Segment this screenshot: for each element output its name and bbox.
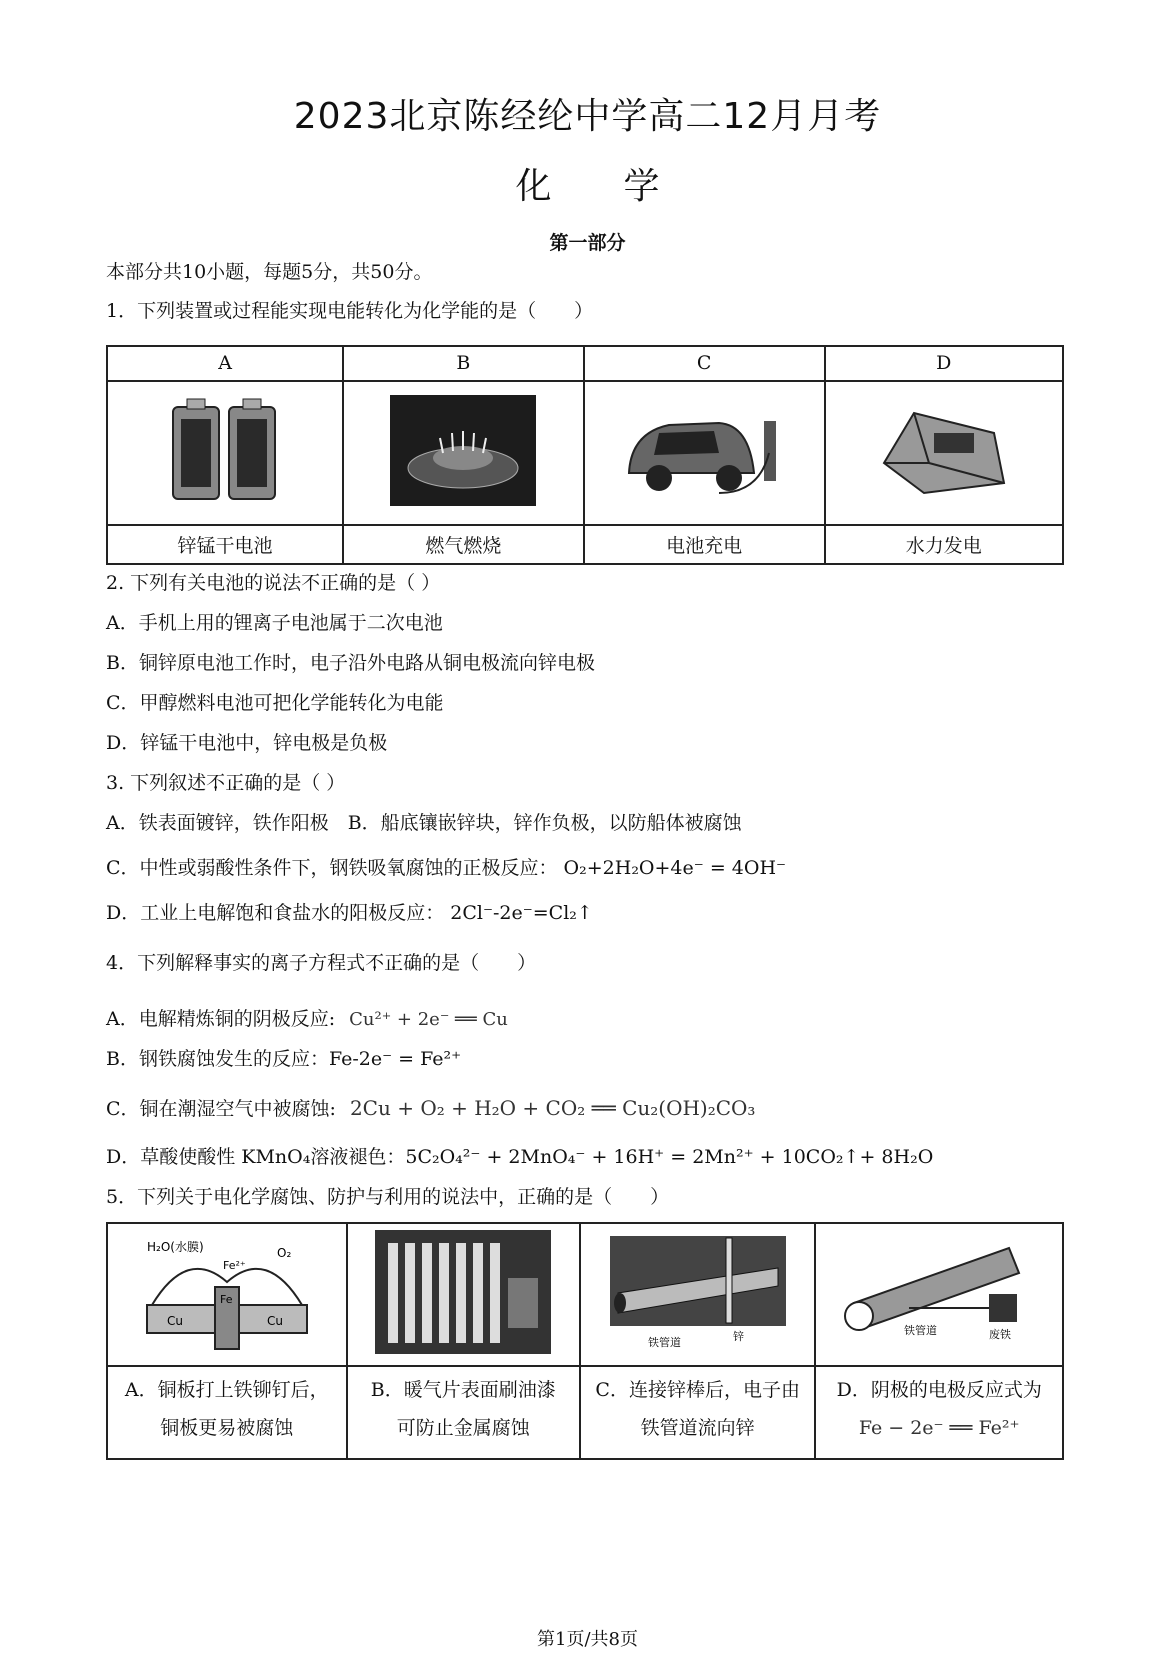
emphasis-char: 正 bbox=[225, 772, 245, 794]
q5-option-c bbox=[580, 1366, 815, 1459]
label-iron-pipe: 铁管道 bbox=[647, 1336, 681, 1349]
q5-option-d bbox=[815, 1366, 1063, 1459]
emphasis-char: 不 bbox=[206, 772, 226, 794]
q1-image-b bbox=[343, 381, 584, 526]
q2-option-b: B．铜锌原电池工作时，电子沿外电路从铜电极流向锌电极 bbox=[106, 652, 595, 674]
label-water-film: H₂O(水膜) bbox=[146, 1240, 204, 1254]
hydropower-dam-illustration bbox=[874, 393, 1014, 508]
q1-image-a bbox=[107, 381, 343, 526]
q2-stem: 2. 下列有关电池的说法不正确的是（ ） bbox=[106, 572, 441, 594]
q5-image-c bbox=[580, 1223, 815, 1366]
subject-title: 化 学 bbox=[515, 166, 660, 207]
q5-image-d bbox=[815, 1223, 1063, 1366]
q5-option-b-line1: B．暖气片表面刷油漆 bbox=[370, 1379, 556, 1401]
q1-header-b: B bbox=[343, 346, 584, 381]
q4-option-a-text: A．电解精炼铜的阴极反应: bbox=[106, 1008, 336, 1030]
emphasis-char: 不 bbox=[365, 952, 385, 974]
q5-option-d-line1: D．阴极的电极反应式为 bbox=[836, 1379, 1042, 1401]
q3-option-d-text: D．工业上电解饱和食盐水的阳极反应： bbox=[106, 902, 445, 924]
emphasis-char: 确 bbox=[244, 772, 264, 794]
q4-stem bbox=[106, 948, 536, 975]
q1-caption-d: 水力发电 bbox=[825, 525, 1063, 564]
gas-burner-illustration bbox=[388, 393, 538, 508]
q5-option-c-line2: 铁管道流向锌 bbox=[640, 1417, 755, 1439]
q3-stem bbox=[106, 768, 345, 795]
q3-option-c-text: C．中性或弱酸性条件下，钢铁吸氧腐蚀的正极反应： bbox=[106, 857, 558, 879]
pipe-scrap-iron-diagram bbox=[839, 1228, 1039, 1356]
q5-table bbox=[106, 1222, 1064, 1460]
q1-header-d: D bbox=[825, 346, 1063, 381]
label-copper-left: Cu bbox=[166, 1314, 183, 1328]
q5-option-b bbox=[347, 1366, 580, 1459]
q1-image-c bbox=[584, 381, 825, 526]
page-title: 2023北京陈经纶中学高二12月月考 bbox=[293, 96, 882, 137]
q1-caption-a: 锌锰干电池 bbox=[107, 525, 343, 564]
q4-stem-tail: 的是（ ） bbox=[422, 952, 537, 974]
q1-header-c: C bbox=[584, 346, 825, 381]
battery-illustration bbox=[165, 393, 285, 508]
q1-caption-b: 燃气燃烧 bbox=[343, 525, 584, 564]
q3-stem-text: 3. 下列叙述 bbox=[106, 772, 207, 794]
q1-stem: 1．下列装置或过程能实现电能转化为化学能的是（ ） bbox=[106, 300, 594, 322]
pipeline-zinc-diagram bbox=[608, 1228, 788, 1356]
q1-header-a: A bbox=[107, 346, 343, 381]
q4-option-a-equation: Cu²⁺ + 2e⁻ ══ Cu bbox=[349, 1009, 508, 1030]
q4-option-c bbox=[106, 1094, 755, 1121]
q3-option-d bbox=[106, 898, 593, 925]
radiator-photo bbox=[373, 1228, 553, 1356]
section-heading: 第一部分 bbox=[549, 232, 626, 254]
q3-option-ab: A．铁表面镀锌，铁作阳极 B．船底镶嵌锌块，锌作负极，以防船体被腐蚀 bbox=[106, 812, 742, 834]
label-fe-ion: Fe²⁺ bbox=[222, 1259, 246, 1272]
q1-caption-c: 电池充电 bbox=[584, 525, 825, 564]
q2-option-c: C．甲醇燃料电池可把化学能转化为电能 bbox=[106, 692, 444, 714]
q4-stem-text: 4．下列解释事实的离子方程式 bbox=[106, 952, 366, 974]
label-oxygen: O₂ bbox=[276, 1246, 292, 1260]
q5-option-a-line2: 铜板更易被腐蚀 bbox=[160, 1417, 294, 1439]
label-zinc: 锌 bbox=[732, 1330, 744, 1343]
q5-stem: 5．下列关于电化学腐蚀、防护与利用的说法中，正确的是（ ） bbox=[106, 1186, 670, 1208]
q2-option-d: D．锌锰干电池中，锌电极是负极 bbox=[106, 732, 388, 754]
q3-option-c bbox=[106, 853, 786, 880]
label-iron-pipe: 铁管道 bbox=[904, 1324, 938, 1337]
q2-option-a: A．手机上用的锂离子电池属于二次电池 bbox=[106, 612, 443, 634]
q5-option-b-line2: 可防止金属腐蚀 bbox=[396, 1417, 530, 1439]
emphasis-char: 确 bbox=[403, 952, 423, 974]
intro-text: 本部分共10小题，每题5分，共50分。 bbox=[106, 261, 433, 283]
q4-option-c-text: C．铜在潮湿空气中被腐蚀: bbox=[106, 1098, 336, 1120]
q5-option-a bbox=[107, 1366, 347, 1459]
q3-option-d-equation: 2Cl⁻-2e⁻=Cl₂↑ bbox=[450, 902, 593, 924]
label-iron: Fe bbox=[219, 1293, 233, 1306]
q5-option-d-equation: Fe − 2e⁻ ══ Fe²⁺ bbox=[858, 1417, 1020, 1439]
q4-option-d: D．草酸使酸性 KMnO₄溶液褪色：5C₂O₄²⁻ + 2MnO₄⁻ + 16H⁺ = 2Mn²⁺ + 10CO₂↑+ 8H₂O bbox=[106, 1146, 934, 1168]
q4-option-c-equation: 2Cu + O₂ + H₂O + CO₂ ══ Cu₂(OH)₂CO₃ bbox=[349, 1096, 756, 1120]
q5-image-b bbox=[347, 1223, 580, 1366]
label-copper-right: Cu bbox=[266, 1314, 283, 1328]
q1-image-d bbox=[825, 381, 1063, 526]
q3-stem-tail: 的是（ ） bbox=[263, 772, 346, 794]
rivet-corrosion-diagram bbox=[127, 1227, 327, 1357]
q4-option-b: B．钢铁腐蚀发生的反应：Fe-2e⁻ = Fe²⁺ bbox=[106, 1048, 462, 1070]
q4-option-a bbox=[106, 1004, 508, 1031]
q3-option-c-equation: O₂+2H₂O+4e⁻ = 4OH⁻ bbox=[563, 857, 787, 879]
label-scrap-iron: 废铁 bbox=[989, 1328, 1012, 1341]
page-footer: 第1页/共8页 bbox=[537, 1629, 638, 1650]
q5-image-a bbox=[107, 1223, 347, 1366]
electric-car-illustration bbox=[619, 393, 789, 508]
emphasis-char: 正 bbox=[384, 952, 404, 974]
q5-option-c-line1: C．连接锌棒后，电子由 bbox=[595, 1379, 800, 1401]
q5-option-a-line1: A．铜板打上铁铆钉后， bbox=[124, 1379, 329, 1401]
q1-table bbox=[106, 345, 1064, 565]
